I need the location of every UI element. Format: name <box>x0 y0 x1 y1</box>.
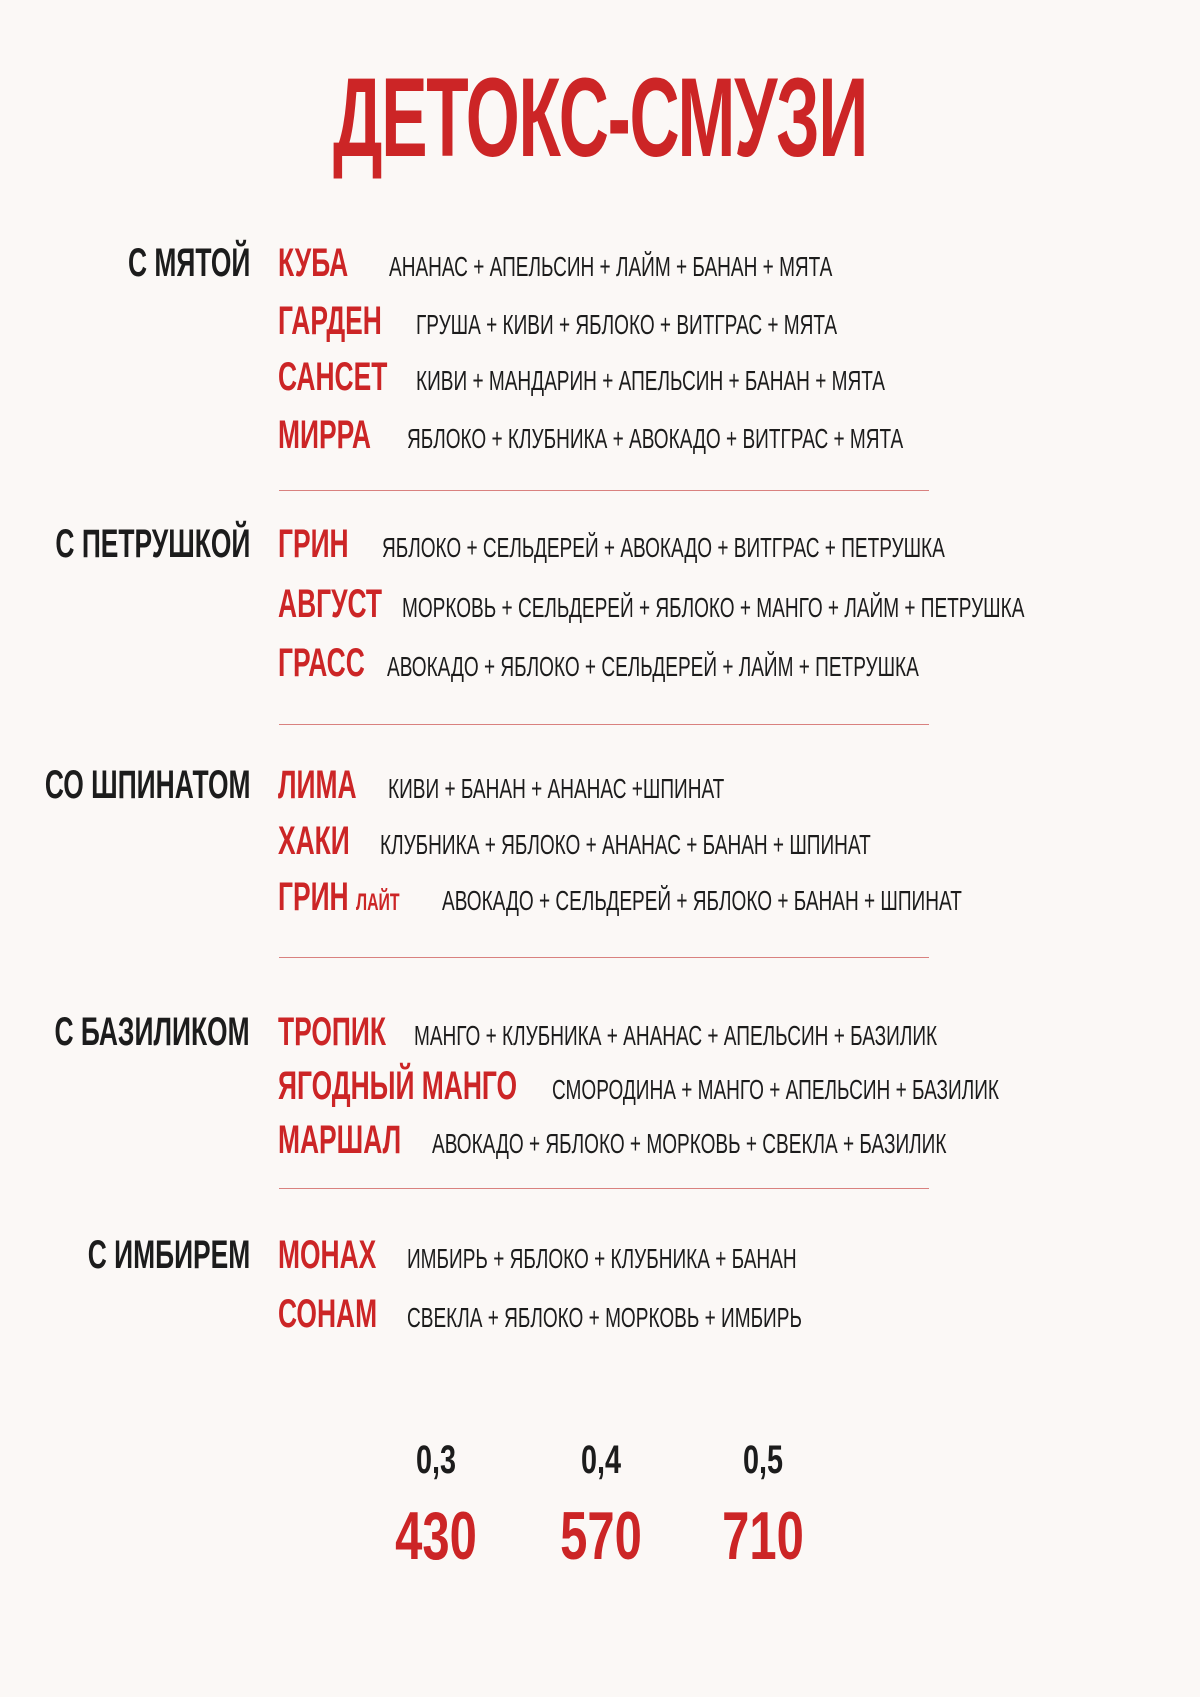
item-ingredients: ИМБИРЬ + ЯБЛОКО + КЛУБНИКА + БАНАН <box>407 1243 797 1274</box>
item-ingredients: АНАНАС + АПЕЛЬСИН + ЛАЙМ + БАНАН + МЯТА <box>389 251 833 282</box>
item-name: ЯГОДНЫЙ МАНГО <box>278 1064 518 1108</box>
category-label: С ПЕТРУШКОЙ <box>55 522 250 566</box>
item-ingredients: КИВИ + БАНАН + АНАНАС +ШПИНАТ <box>388 773 725 804</box>
item-name: ГАРДЕН <box>278 299 382 343</box>
menu-item <box>278 1292 802 1336</box>
page-title: ДЕТОКС-СМУЗИ <box>332 55 868 180</box>
menu-item <box>278 1118 947 1162</box>
item-name: АВГУСТ <box>278 582 383 626</box>
item-name-suffix: ЛАЙТ <box>355 889 400 916</box>
size-label: 0,5 <box>742 1438 784 1482</box>
menu-item <box>278 641 919 685</box>
menu-item <box>278 1010 938 1054</box>
menu-item <box>278 241 833 285</box>
item-ingredients: АВОКАДО + ЯБЛОКО + СЕЛЬДЕРЕЙ + ЛАЙМ + ПЕТРУШКА <box>387 651 919 682</box>
menu-item <box>278 522 945 566</box>
menu-item <box>278 1064 1000 1108</box>
item-name <box>278 877 400 917</box>
item-ingredients: СВЕКЛА + ЯБЛОКО + МОРКОВЬ + ИМБИРЬ <box>407 1302 802 1333</box>
section-divider <box>279 957 929 958</box>
item-ingredients: СМОРОДИНА + МАНГО + АПЕЛЬСИН + БАЗИЛИК <box>552 1074 1000 1105</box>
menu-item <box>278 413 904 457</box>
item-ingredients: МАНГО + КЛУБНИКА + АНАНАС + АПЕЛЬСИН + БАЗИЛИК <box>414 1020 938 1051</box>
category-label: СО ШПИНАТОМ <box>44 763 250 807</box>
item-ingredients: АВОКАДО + ЯБЛОКО + МОРКОВЬ + СВЕКЛА + БАЗИЛИК <box>432 1128 947 1159</box>
item-name: ГРИН <box>278 522 349 566</box>
item-name: МОНАХ <box>278 1233 377 1277</box>
item-ingredients: МОРКОВЬ + СЕЛЬДЕРЕЙ + ЯБЛОКО + МАНГО + ЛАЙМ + ПЕТРУШКА <box>402 592 1025 623</box>
item-name: МИРРА <box>278 413 371 457</box>
category-label: С ИМБИРЕМ <box>87 1233 250 1277</box>
item-name: СОНАМ <box>278 1292 378 1336</box>
item-ingredients: КИВИ + МАНДАРИН + АПЕЛЬСИН + БАНАН + МЯТА <box>416 365 885 396</box>
item-ingredients: ГРУША + КИВИ + ЯБЛОКО + ВИТГРАС + МЯТА <box>416 309 838 340</box>
item-name: КУБА <box>278 241 349 285</box>
menu-item <box>278 875 962 919</box>
price-value: 710 <box>722 1498 804 1574</box>
item-ingredients: КЛУБНИКА + ЯБЛОКО + АНАНАС + БАНАН + ШПИНАТ <box>380 829 871 860</box>
price-value: 570 <box>560 1498 642 1574</box>
item-name: ТРОПИК <box>278 1010 386 1054</box>
item-name: МАРШАЛ <box>278 1118 402 1162</box>
item-name: ХАКИ <box>278 819 350 863</box>
item-ingredients: ЯБЛОКО + СЕЛЬДЕРЕЙ + АВОКАДО + ВИТГРАС + ПЕТРУШКА <box>382 532 945 563</box>
item-name: ГРАСС <box>278 641 365 685</box>
section-divider <box>279 490 929 491</box>
section-divider <box>279 1188 929 1189</box>
menu-item <box>278 1233 797 1277</box>
item-ingredients: ЯБЛОКО + КЛУБНИКА + АВОКАДО + ВИТГРАС + МЯТА <box>407 423 904 454</box>
menu-item <box>278 819 871 863</box>
item-name: САНСЕТ <box>278 355 388 399</box>
section-divider <box>279 724 929 725</box>
menu-item <box>278 299 838 343</box>
category-label: С МЯТОЙ <box>127 241 250 285</box>
item-ingredients: АВОКАДО + СЕЛЬДЕРЕЙ + ЯБЛОКО + БАНАН + ШПИНАТ <box>442 885 962 916</box>
item-name: ЛИМА <box>278 763 357 807</box>
price-value: 430 <box>395 1498 477 1574</box>
menu-item <box>278 763 725 807</box>
category-label: С БАЗИЛИКОМ <box>54 1010 250 1054</box>
size-label: 0,4 <box>580 1438 622 1482</box>
menu-item <box>278 582 1025 626</box>
size-label: 0,3 <box>415 1438 457 1482</box>
menu-item <box>278 355 885 399</box>
item-name-main: ГРИН <box>278 875 349 919</box>
